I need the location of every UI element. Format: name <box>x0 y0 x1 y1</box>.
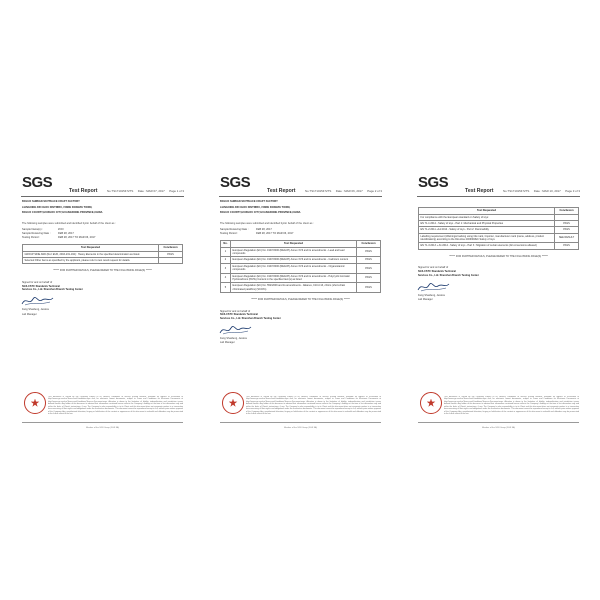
sgs-logo: SGS <box>22 174 53 191</box>
report-header-meta <box>69 179 184 197</box>
report-footer <box>216 386 384 430</box>
sample-intro: The following samples were submitted and identified by/on behalf of the client as : <box>220 221 314 225</box>
client-address-line-2: LIANGXING DR CHOU DISTRIBU, FINDE DONGPA TOWN, <box>22 205 93 209</box>
client-address-line-2: LIANGXING DR CHOU DISTRIBU, FINDE DONGPA TOWN, <box>220 205 291 209</box>
report-page: Page 3 of 3 <box>565 189 580 193</box>
signer-role: Lab Manager <box>220 341 235 345</box>
conclusion-cell: PASS <box>357 283 381 293</box>
footer-note: Member of the SGS Group (SGS SA) <box>481 427 516 429</box>
client-address-line-1: BOLUO SHIBIAN SKYPEACE CRAFT FACTORY <box>220 200 278 203</box>
test-report-page-2 <box>216 172 384 430</box>
sgs-seal-icon <box>24 392 46 414</box>
conclusion-cell: PASS <box>555 227 579 233</box>
table-row <box>221 273 381 283</box>
sample-receiving-date-value: FEB 28, 2017 <box>256 228 272 232</box>
test-requested-cell: GROUP SINE AND (Ref. EUR, 2016-231-192) : Heavy Elements in the specified determination as listed. <box>23 251 159 257</box>
test-requested-cell: European Regulation (EC) No. 1907/2006 (REACH) Annex XVII and its amendments - Organostannic compounds <box>231 263 357 273</box>
header-divider <box>417 196 580 197</box>
report-footer <box>414 386 582 430</box>
legal-fineprint: This document is issued by the Company subject to its General Conditions of Service printed overleaf, available on request or accessible at http://www.sgs.com/en/Terms-and-Conditions.aspx and, for electronic format documents, subject to Terms and Conditions for Electronic Documents at http://www.sgs.com/en/Terms-and-Conditions/Terms-e-Document.aspx. Attention is drawn to the limitation of liability, indemnification and jurisdiction issues defined therein. Any holder of this document is advised that information contained hereon reflects the Company's findings at the time of its intervention only and within the limits of Client's instructions, if any. The Company's sole responsibility is to its Client and this document does not exonerate parties to a transaction from exercising all their rights and obligations under the transaction documents. This document cannot be reproduced except in full, without prior written approval of the Company. Any unauthorized alteration, forgery or falsification of the content or appearance of this document is unlawful and offenders may be prosecuted to the fullest extent of the law. <box>444 395 579 416</box>
conclusion-cell: PASS <box>357 257 381 263</box>
signing-entity-line-2: Services Co., Ltd. Shenzhen Branch Testing Center <box>418 273 479 277</box>
further-details-note: ****** FOR FURTHER DETAILS, PLEASE REFER TO THE FOLLOWING PAGE(S) ****** <box>449 254 548 258</box>
conclusion-cell: PASS <box>357 247 381 257</box>
signed-for-line: Signed for and on behalf of <box>418 266 449 270</box>
report-header-meta <box>267 179 382 197</box>
signature-block <box>22 281 183 292</box>
test-requested-cell: EN 71-2:2011 +A1:2014 - Safety of toys - Part 2: Flammability <box>419 227 555 233</box>
sample-receiving-date-key: Sample Receiving Date : <box>22 232 51 236</box>
test-requested-cell: EN 71-3:2013 + A1:2014 - Safety of toys - Part 3 : Migration of certain elements (All conversions allowed) <box>419 243 555 249</box>
row-number: 1 <box>221 247 231 257</box>
testing-period-row <box>220 232 381 236</box>
row-number: 4 <box>221 273 231 283</box>
test-requested-table <box>418 207 579 250</box>
test-requested-cell: European Regulation (EC) No. 552/2009 and its amendments - Alkanes, C10-C13, chloro (short-chain chlorinated paraffins) (SCCPs) <box>231 283 357 293</box>
test-requested-cell: For compliance with the European standard on Safety of toys: <box>419 214 555 220</box>
sgs-logo: SGS <box>220 174 251 191</box>
client-address-line-1: BOLUO SHIBIAN SKYPEACE CRAFT FACTORY <box>22 200 80 203</box>
signature-block <box>418 266 579 277</box>
sample-name-key: Sample Name(s) : <box>22 228 43 232</box>
sgs-logo: SGS <box>418 174 449 191</box>
handwritten-signature <box>416 280 450 293</box>
report-header <box>18 172 186 198</box>
test-requested-cell: Selected Other Items as specified by the applicant, please refer to test result request for details. <box>23 257 159 263</box>
report-date: Date : MAR 10, 2017 <box>533 189 561 193</box>
report-number: No.TS171015472TS <box>106 189 134 193</box>
footer-divider <box>220 422 381 423</box>
conclusion-cell: PASS <box>555 243 579 249</box>
conclusion-cell: PASS <box>357 263 381 273</box>
further-details-note: ****** FOR FURTHER DETAILS, PLEASE REFER TO THE FOLLOWING PAGE(S) ****** <box>53 269 152 273</box>
report-footer <box>18 386 186 430</box>
report-number: No.TS171015472TS <box>304 189 332 193</box>
report-header <box>414 172 582 198</box>
testing-period-key: Testing Period : <box>220 232 238 236</box>
footer-divider <box>22 422 183 423</box>
test-requested-table <box>220 240 381 293</box>
signing-entity-line-1: SGS-CSTC Standards Technical <box>220 313 258 317</box>
table-row <box>419 243 579 249</box>
testing-period-key: Testing Period : <box>22 236 40 240</box>
test-requested-cell: European Regulation (EC) No. 1907/2006 (REACH) Annex XVII and its amendments - Lead and lead compounds <box>231 247 357 257</box>
test-report-page-1 <box>18 172 186 430</box>
sgs-seal-icon <box>222 392 244 414</box>
signing-entity-line-1: SGS-CSTC Standards Technical <box>22 284 60 288</box>
signed-for-line: Signed for and on behalf of <box>22 280 53 284</box>
test-requested-cell: Labelling requirement (Warnings/marking using CE mark, Importer, manufacturer mark (name, address, product identification)) according to the Directive 2009/48/EC Safety of toys <box>419 233 555 243</box>
table-row <box>221 263 381 273</box>
col-test-requested: Test Requested <box>231 241 357 248</box>
col-conclusion: Conclusion <box>357 241 381 248</box>
signer-role: Lab Manager <box>22 312 37 316</box>
table-row <box>221 247 381 257</box>
report-date: Date : MAR 06, 2017 <box>335 189 363 193</box>
report-title: Test Report <box>69 188 98 194</box>
col-conclusion: Conclusion <box>555 208 579 215</box>
footer-note: Member of the SGS Group (SGS SA) <box>283 427 318 429</box>
report-title: Test Report <box>267 188 296 194</box>
signer-name: Fang Shaofeng, Jessica <box>22 308 49 312</box>
report-header <box>216 172 384 198</box>
report-title: Test Report <box>465 188 494 194</box>
report-number: No.TS171015472TS <box>502 189 530 193</box>
signing-entity-line-2: Services Co., Ltd. Shenzhen Branch Testing Center <box>220 317 281 321</box>
conclusion-cell: PASS <box>159 251 183 257</box>
report-page: Page 1 of 3 <box>169 189 184 193</box>
row-number: 5 <box>221 283 231 293</box>
report-header-meta <box>465 179 580 197</box>
report-page: Page 2 of 3 <box>367 189 382 193</box>
signature-block <box>220 310 381 321</box>
sgs-seal-icon <box>420 392 442 414</box>
conclusion-cell: PASS <box>555 220 579 226</box>
test-requested-cell: EN 71-1:2014 - Safety of toys - Part 1: Mechanical and Physical Properties <box>419 220 555 226</box>
table-row <box>23 257 183 263</box>
signing-entity-line-1: SGS-CSTC Standards Technical <box>418 270 456 273</box>
signer-name: Fang Shaofeng, Jessica <box>220 336 247 340</box>
sample-intro: The following samples were submitted and identified by/on behalf of the client as : <box>22 221 116 225</box>
test-requested-table <box>22 244 183 264</box>
test-requested-cell: European Regulation (EC) No. 1907/2006 (REACH) Annex XVII and its amendments - Cadmium content <box>231 257 357 263</box>
testing-period-value: FEB 28, 2017 TO MAR 06, 2017 <box>58 236 96 240</box>
report-date: Date : MAR 07, 2017 <box>137 189 165 193</box>
client-address-line-3: BOLUO COUNTY,HUIZHOU CITY,GUANGDONG PROVINCE,CHINA <box>22 211 103 215</box>
footer-note: Member of the SGS Group (SGS SA) <box>85 427 120 429</box>
test-requested-cell: European Regulation (EC) No. 1907/2006 (REACH) Annex XVII and its amendments - Polycyclic Aromatic Hydrocarbons (PAHs) Content in the specified item(s) as listed <box>231 273 357 283</box>
sample-name-value: ZOO <box>58 228 64 232</box>
row-number: 2 <box>221 257 231 263</box>
sample-receiving-date-key: Sample Receiving Date : <box>220 228 249 232</box>
table-row <box>221 283 381 293</box>
header-divider <box>219 196 382 197</box>
further-details-note: ****** FOR FURTHER DETAILS, PLEASE REFER TO THE FOLLOWING PAGE(S) ****** <box>251 298 350 302</box>
signing-entity-line-2: Services Co., Ltd. Shenzhen Branch Testing Center <box>22 288 83 292</box>
conclusion-cell <box>159 257 183 263</box>
handwritten-signature <box>218 323 252 336</box>
col-test-requested: Test Requested <box>23 245 159 252</box>
conclusion-cell: PASS <box>357 273 381 283</box>
legal-fineprint: This document is issued by the Company subject to its General Conditions of Service printed overleaf, available on request or accessible at http://www.sgs.com/en/Terms-and-Conditions.aspx and, for electronic format documents, subject to Terms and Conditions for Electronic Documents at http://www.sgs.com/en/Terms-and-Conditions/Terms-e-Document.aspx. Attention is drawn to the limitation of liability, indemnification and jurisdiction issues defined therein. Any holder of this document is advised that information contained hereon reflects the Company's findings at the time of its intervention only and within the limits of Client's instructions, if any. The Company's sole responsibility is to its Client and this document does not exonerate parties to a transaction from exercising all their rights and obligations under the transaction documents. This document cannot be reproduced except in full, without prior written approval of the Company. Any unauthorized alteration, forgery or falsification of the content or appearance of this document is unlawful and offenders may be prosecuted to the fullest extent of the law. <box>48 395 183 416</box>
table-row <box>419 233 579 243</box>
testing-period-value: FEB 28, 2017 TO MAR 06, 2017 <box>256 232 294 236</box>
test-report-page-3 <box>414 172 582 430</box>
handwritten-signature <box>20 294 54 307</box>
col-conclusion: Conclusion <box>159 245 183 252</box>
conclusion-cell: SEE RESULT <box>555 233 579 243</box>
client-address-line-3: BOLUO COUNTY,HUIZHOU CITY,GUANGDONG PROVINCE,CHINA <box>220 211 301 215</box>
header-divider <box>21 196 184 197</box>
testing-period-row <box>22 236 183 240</box>
row-number: 3 <box>221 263 231 273</box>
col-no: No. <box>221 241 231 248</box>
legal-fineprint: This document is issued by the Company subject to its General Conditions of Service printed overleaf, available on request or accessible at http://www.sgs.com/en/Terms-and-Conditions.aspx and, for electronic format documents, subject to Terms and Conditions for Electronic Documents at http://www.sgs.com/en/Terms-and-Conditions/Terms-e-Document.aspx. Attention is drawn to the limitation of liability, indemnification and jurisdiction issues defined therein. Any holder of this document is advised that information contained hereon reflects the Company's findings at the time of its intervention only and within the limits of Client's instructions, if any. The Company's sole responsibility is to its Client and this document does not exonerate parties to a transaction from exercising all their rights and obligations under the transaction documents. This document cannot be reproduced except in full, without prior written approval of the Company. Any unauthorized alteration, forgery or falsification of the content or appearance of this document is unlawful and offenders may be prosecuted to the fullest extent of the law. <box>246 395 381 416</box>
signed-for-line: Signed for and on behalf of <box>220 309 251 313</box>
sample-receiving-date-value: FEB 28, 2017 <box>58 232 74 236</box>
footer-divider <box>418 422 579 423</box>
signer-name: Fang Shaofeng, Jessica <box>418 293 445 297</box>
signer-role: Lab Manager <box>418 298 433 302</box>
col-test-requested: Test Requested <box>419 208 555 215</box>
